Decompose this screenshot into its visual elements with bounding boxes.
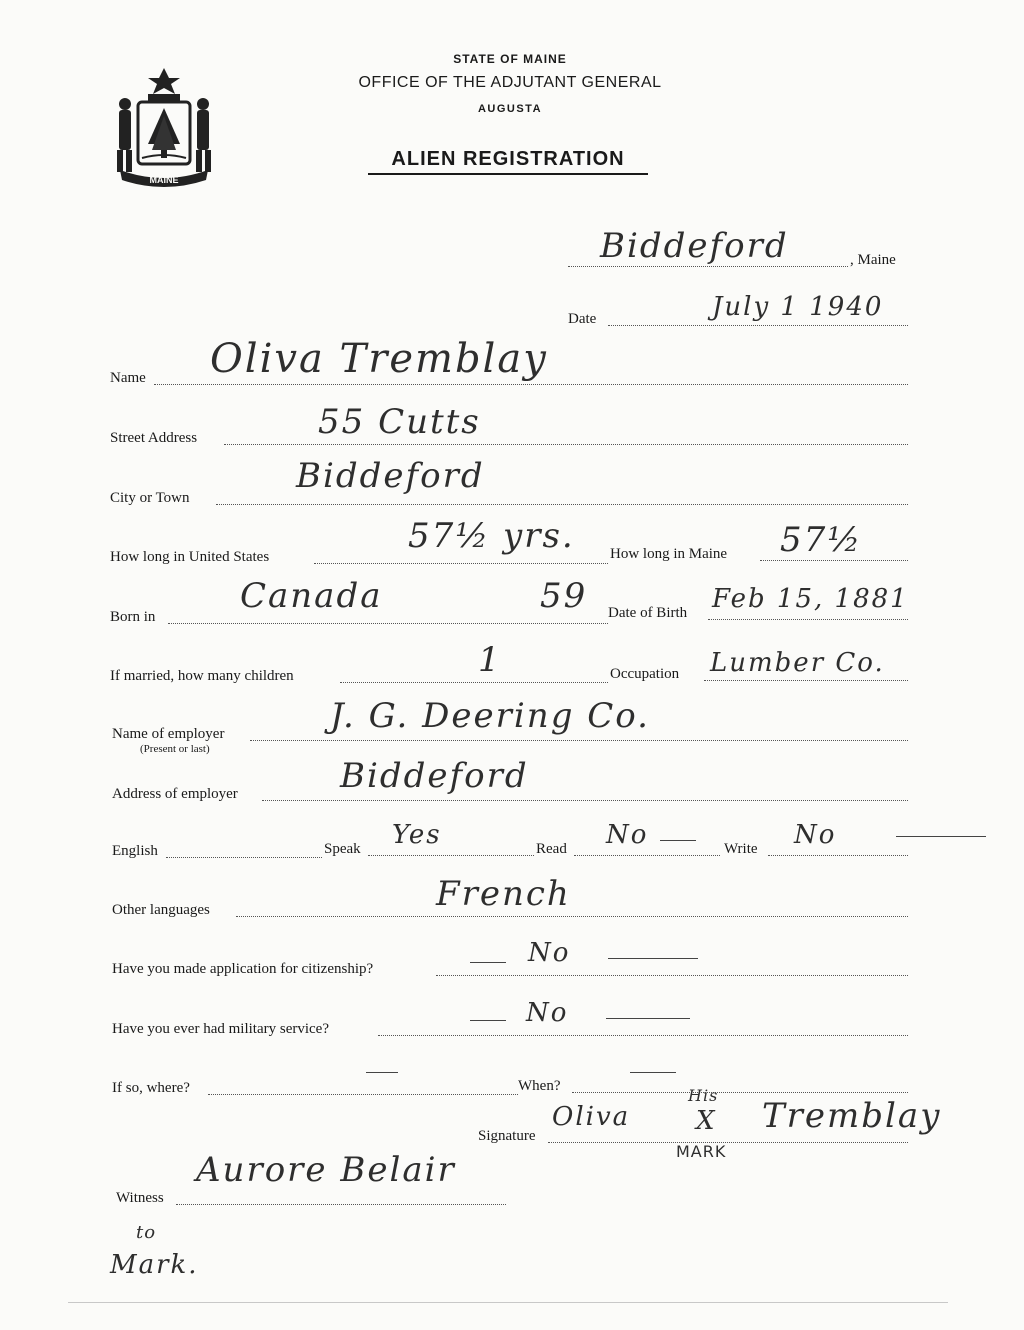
speak-label: Speak (324, 841, 361, 857)
when-dash (630, 1072, 676, 1073)
us-entry: 57½ yrs. (408, 516, 575, 556)
other-languages-label: Other languages (112, 902, 210, 918)
occupation-entry: Lumber Co. (710, 648, 885, 678)
witness-line (176, 1204, 506, 1205)
employer-address-label: Address of employer (112, 786, 238, 802)
signature-mark: MARK (676, 1142, 727, 1161)
us-label: How long in United States (110, 549, 270, 565)
office-heading: OFFICE OF THE ADJUTANT GENERAL (358, 74, 662, 91)
where-line (208, 1094, 518, 1095)
seal-text: MAINE (149, 175, 179, 185)
employer-label: Name of employer (112, 726, 225, 742)
dob-label: Date of Birth (608, 605, 688, 621)
date-entry: July 1 1940 (712, 292, 884, 322)
when-label: When? (518, 1078, 561, 1094)
military-line (378, 1035, 908, 1036)
employer-sublabel: (Present or last) (140, 743, 210, 755)
born-line (168, 623, 608, 624)
date-label: Date (568, 311, 597, 327)
us-line (314, 563, 608, 564)
date-line (608, 325, 908, 326)
speak-entry: Yes (392, 820, 442, 850)
signature-his: His (688, 1086, 719, 1105)
city-line (216, 504, 908, 505)
note-to: to (136, 1222, 157, 1243)
maine-state-seal (108, 64, 220, 190)
write-line (768, 855, 908, 856)
write-entry: No (794, 820, 837, 850)
age-entry: 59 (540, 576, 588, 616)
signature-first: Oliva (552, 1102, 631, 1132)
place-line (568, 266, 848, 267)
street-label: Street Address (110, 430, 198, 446)
name-label: Name (110, 370, 146, 386)
english-label: English (112, 843, 158, 859)
name-entry: Oliva Tremblay (210, 336, 548, 382)
speak-line (368, 855, 534, 856)
signature-last: Tremblay (762, 1096, 942, 1136)
children-line (340, 682, 608, 683)
city-heading: AUGUSTA (477, 103, 543, 115)
form-title: ALIEN REGISTRATION (368, 148, 648, 175)
dob-line (708, 619, 908, 620)
employer-entry: J. G. Deering Co. (330, 696, 650, 736)
occupation-label: Occupation (610, 666, 680, 682)
bottom-rule (68, 1302, 948, 1303)
citizenship-entry: No (528, 938, 571, 968)
maine-label: How long in Maine (610, 546, 728, 562)
write-dash (896, 836, 986, 837)
maine-entry: 57½ (780, 520, 863, 560)
read-entry: No (606, 820, 649, 850)
signature-line (548, 1142, 908, 1143)
citizenship-dash-left (470, 962, 506, 963)
citizenship-label: Have you made application for citizenship? (112, 961, 374, 977)
military-dash-left (470, 1020, 506, 1021)
signature-label: Signature (478, 1128, 536, 1144)
name-line (154, 384, 908, 385)
witness-label: Witness (116, 1190, 164, 1206)
where-label: If so, where? (112, 1080, 190, 1096)
note-mark: Mark. (110, 1250, 199, 1280)
dob-entry: Feb 15, 1881 (712, 584, 909, 614)
citizenship-line (436, 975, 908, 976)
military-dash-right (606, 1018, 690, 1019)
employer-line (250, 740, 908, 741)
read-dash (660, 840, 696, 841)
write-label: Write (724, 841, 758, 857)
when-line (572, 1092, 908, 1093)
military-label: Have you ever had military service? (112, 1021, 329, 1037)
citizenship-dash-right (608, 958, 698, 959)
other-languages-line (236, 916, 908, 917)
place-entry: Biddeford (600, 226, 789, 266)
employer-address-line (262, 800, 908, 801)
read-line (574, 855, 720, 856)
signature-x: X (696, 1106, 717, 1136)
where-dash (366, 1072, 398, 1073)
city-label: City or Town (110, 490, 190, 506)
city-entry: Biddeford (296, 456, 485, 496)
maine-suffix: , Maine (850, 252, 896, 268)
english-line (166, 857, 322, 858)
state-heading: STATE OF MAINE (453, 52, 567, 66)
children-entry: 1 (478, 640, 502, 680)
other-languages-entry: French (436, 874, 571, 914)
street-line (224, 444, 908, 445)
born-label: Born in (110, 609, 156, 625)
military-entry: No (526, 998, 569, 1028)
employer-address-entry: Biddeford (340, 756, 529, 796)
children-label: If married, how many children (110, 668, 294, 684)
occupation-line (704, 680, 908, 681)
maine-line (760, 560, 908, 561)
witness-entry: Aurore Belair (196, 1150, 456, 1190)
read-label: Read (536, 841, 567, 857)
born-entry: Canada (240, 576, 383, 616)
street-entry: 55 Cutts (318, 402, 481, 442)
